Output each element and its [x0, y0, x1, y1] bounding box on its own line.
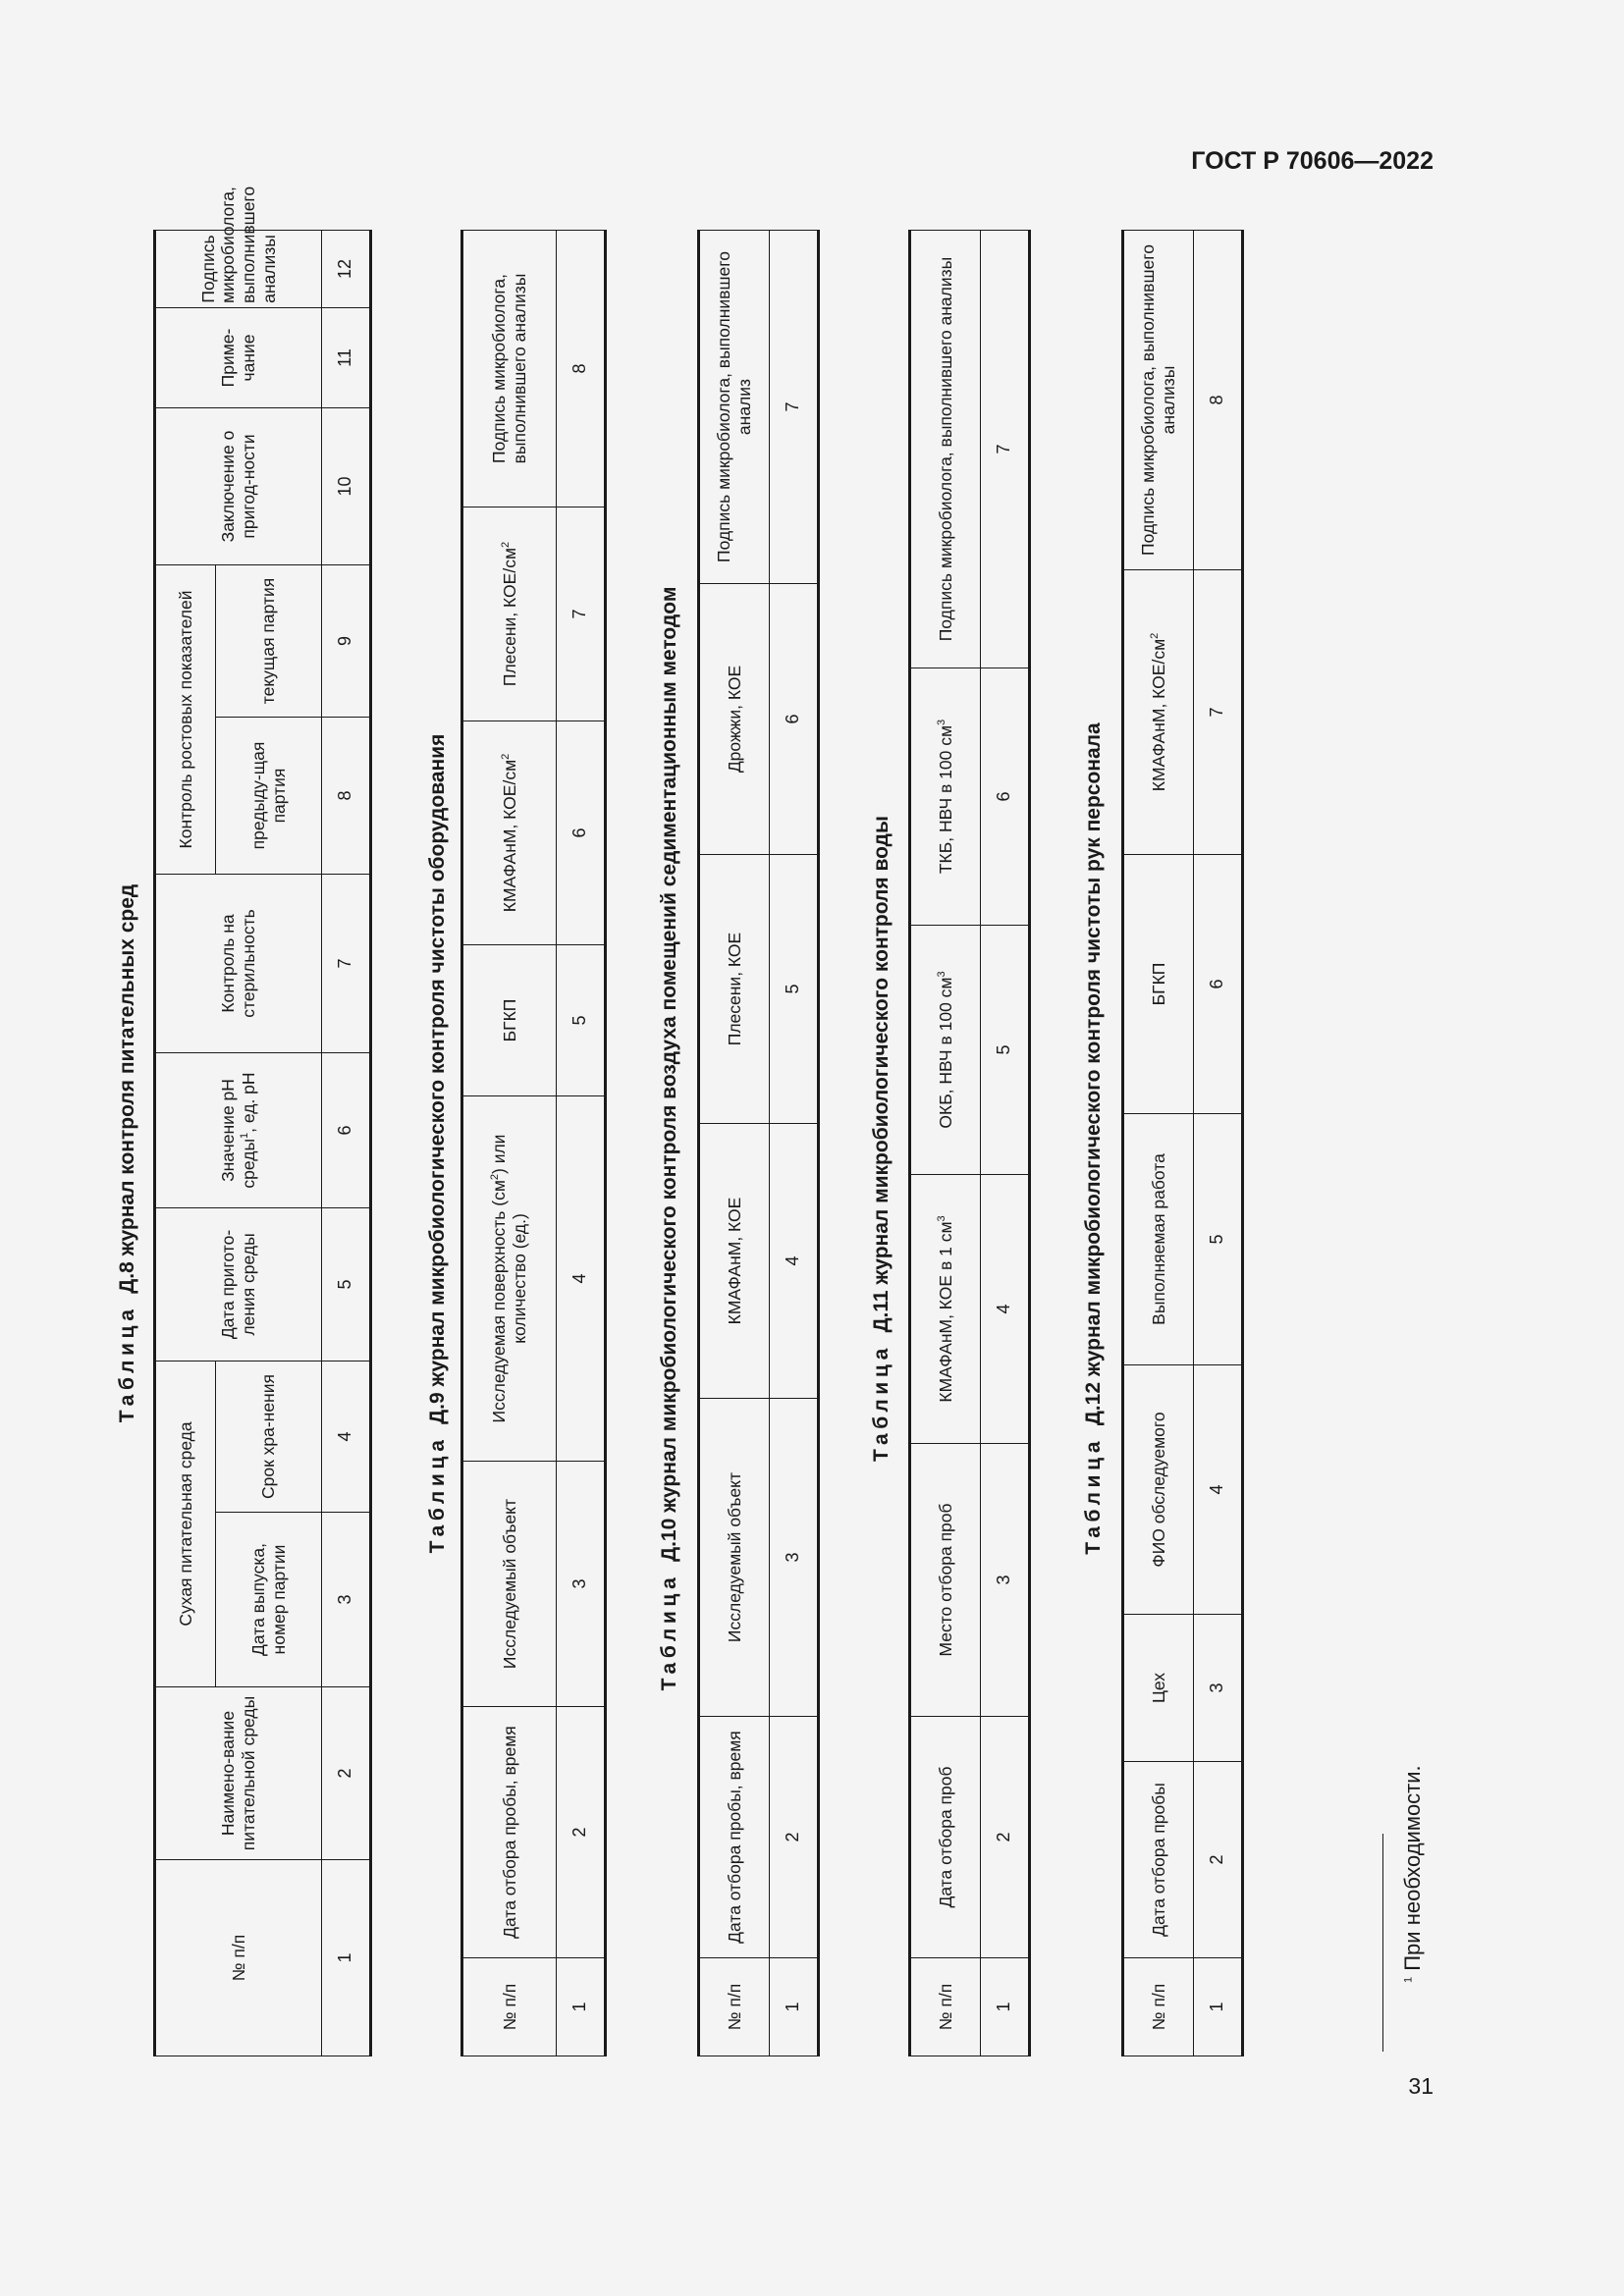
d8-col-shelf-life: Срок хра-нения: [216, 1362, 322, 1513]
d9-col-sample-date: Дата отбора пробы, время: [462, 1707, 557, 1958]
table-d8-title: Таблица Д.8 журнал контроля питательных сред: [116, 883, 138, 1423]
d12-number-row: 1 2 3 4 5 6 7 8: [1194, 231, 1243, 2056]
d11-col-sample-date: Дата отбора проб: [910, 1717, 981, 1958]
d12-col-full-name: ФИО обследуемого: [1123, 1365, 1194, 1615]
d10-col-yeast: Дрожжи, КОЕ: [699, 584, 770, 855]
d11-col-number: № п/п: [910, 1958, 981, 2056]
d12-col-workshop: Цех: [1123, 1615, 1194, 1762]
table-d12: [1121, 231, 1239, 2056]
d8-number-row: 1 2 3 4 5 6 7 8 9 10 11 12: [322, 230, 371, 2056]
d9-number-row: 1 2 3 4 5 6 7 8: [557, 231, 606, 2056]
footnote-mark: 1: [1402, 1976, 1415, 1983]
d8-col-ph: Значение pH среды$^1$, ед. pH: [155, 1053, 322, 1208]
d10-col-kmafanm: КМАФАнМ, КОЕ: [699, 1124, 770, 1399]
d12-col-number: № п/п: [1123, 1958, 1194, 2056]
d9-col-bgkp: БГКП: [462, 945, 557, 1096]
d11-col-okb: ОКБ, НВЧ в 100 $см^3$: [910, 926, 981, 1175]
d9-col-signature: Подпись микробиолога, выполнившего анализы: [462, 231, 557, 507]
table-d10-title: Таблица Д.10 журнал микробиологического контроля воздуха помещений седиментационным методом: [658, 586, 680, 1691]
d8-col-release-date: Дата выпуска, номер партии: [216, 1513, 322, 1687]
d10-col-number: № п/п: [699, 1958, 770, 2056]
d8-col-number: № п/п: [155, 1860, 322, 2056]
d12-col-signature: Подпись микробиолога, выполнившего анализы: [1123, 231, 1194, 570]
d8-col-signature: Подпись микробиолога, выполнившего анализы: [155, 230, 322, 307]
d9-col-object: Исследуемый объект: [462, 1462, 557, 1707]
d9-col-mold: Плесени, КОЕ/$см^2$: [462, 507, 557, 721]
d8-col-prev-batch: предыду-щая партия: [216, 718, 322, 875]
d11-col-sample-place: Место отбора проб: [910, 1444, 981, 1717]
d8-col-note: Приме-чание: [155, 307, 322, 407]
d10-number-row: 1 2 3 4 5 6 7: [770, 231, 819, 2056]
d10-col-signature: Подпись микробиолога, выполнившего анализ: [699, 231, 770, 584]
table-d11-title: Таблица Д.11 журнал микробиологического контроля воды: [870, 816, 893, 1462]
d10-col-mold: Плесени, КОЕ: [699, 855, 770, 1124]
table-d8: [153, 186, 367, 2056]
d8-group-dry-medium: Сухая питательная среда: [155, 1362, 216, 1687]
table-d10: [697, 231, 815, 2056]
d11-col-tkb: ТКБ, НВЧ в 100 $см^3$: [910, 668, 981, 926]
page-number: 31: [1408, 2073, 1434, 2099]
d8-col-medium-name: Наимено-вание питательной среды: [155, 1687, 322, 1860]
d8-col-conclusion: Заключение о пригод-ности: [155, 407, 322, 564]
d12-col-work: Выполняемая работа: [1123, 1114, 1194, 1365]
standard-designation: ГОСТ Р 70606—2022: [1191, 147, 1434, 175]
footnote-text: При необходимости.: [1400, 1765, 1425, 1971]
d10-col-sample-date: Дата отбора пробы, время: [699, 1717, 770, 1958]
d8-col-current-batch: текущая партия: [216, 564, 322, 717]
d12-col-bgkp: БГКП: [1123, 855, 1194, 1114]
table-d11: [908, 231, 1026, 2056]
table-d12-title: Таблица Д.12 журнал микробиологического контроля чистоты рук персонала: [1082, 722, 1105, 1555]
footnote: [1383, 1728, 1442, 1983]
d11-col-kmafanm: КМАФАнМ, КОЕ в 1 $см^3$: [910, 1175, 981, 1444]
d9-col-number: № п/п: [462, 1958, 557, 2056]
table-d9: [460, 231, 602, 2056]
table-d9-title: Таблица Д.9 журнал микробиологического контроля чистоты оборудования: [426, 733, 449, 1554]
d11-number-row: 1 2 3 4 5 6 7: [981, 231, 1030, 2056]
d8-col-sterility: Контроль на стерильность: [155, 875, 322, 1053]
d12-col-kmafanm: КМАФАнМ, КОЕ/$см^2$: [1123, 570, 1194, 855]
d8-col-prep-date: Дата пригото-ления среды: [155, 1208, 322, 1362]
d9-col-kmafanm: КМАФАнМ, КОЕ/$см^2$: [462, 721, 557, 945]
d10-col-object: Исследуемый объект: [699, 1399, 770, 1717]
d11-col-signature: Подпись микробиолога, выполнившего анализы: [910, 231, 981, 668]
d9-col-surface: Исследуемая поверхность $(см^2)$ или количество (ед.): [462, 1096, 557, 1462]
d8-group-growth-control: Контроль ростовых показателей: [155, 564, 216, 874]
d12-col-sample-date: Дата отбора пробы: [1123, 1762, 1194, 1958]
